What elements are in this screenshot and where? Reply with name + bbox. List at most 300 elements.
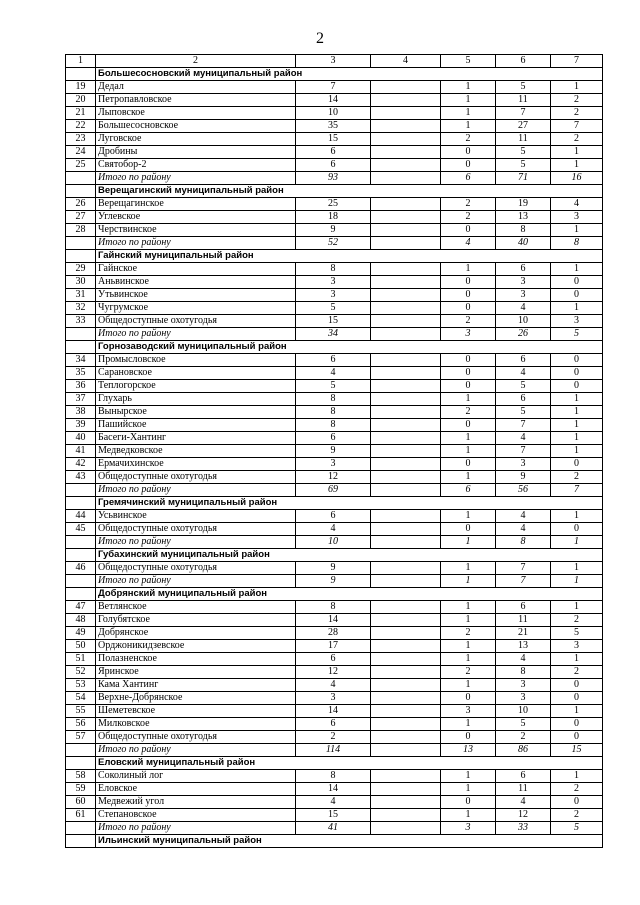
table-cell: 8 [296, 770, 371, 783]
table-cell: 6 [296, 146, 371, 159]
hunting-ground-name: Дробины [96, 146, 296, 159]
table-cell: 8 [296, 419, 371, 432]
total-cell: 13 [441, 744, 496, 757]
table-cell: 1 [551, 263, 603, 276]
district-header-row [66, 185, 603, 198]
district-number-cell [66, 549, 96, 562]
column-header: 4 [371, 55, 441, 68]
total-label: Итого по району [96, 536, 296, 549]
table-cell: 60 [66, 796, 96, 809]
total-cell: 8 [496, 536, 551, 549]
total-label: Итого по району [96, 328, 296, 341]
table-cell [371, 94, 441, 107]
table-row [66, 445, 603, 458]
table-cell: 15 [296, 809, 371, 822]
table-row [66, 731, 603, 744]
table-cell: 35 [66, 367, 96, 380]
district-header-row [66, 68, 603, 81]
table-cell: 4 [296, 367, 371, 380]
table-cell [371, 731, 441, 744]
total-cell: 26 [496, 328, 551, 341]
table-cell: 54 [66, 692, 96, 705]
table-cell: 43 [66, 471, 96, 484]
table-cell: 2 [551, 471, 603, 484]
table-cell: 0 [441, 419, 496, 432]
table-cell: 6 [496, 263, 551, 276]
table-cell: 9 [296, 445, 371, 458]
table-row [66, 289, 603, 302]
table-row [66, 419, 603, 432]
table-row [66, 783, 603, 796]
table-cell: 3 [551, 315, 603, 328]
total-label: Итого по району [96, 237, 296, 250]
table-cell: 5 [496, 81, 551, 94]
table-row [66, 692, 603, 705]
table-row [66, 796, 603, 809]
table-cell [371, 679, 441, 692]
table-cell: 0 [441, 731, 496, 744]
table-row [66, 94, 603, 107]
table-row [66, 211, 603, 224]
table-cell: 2 [496, 731, 551, 744]
table-cell: 2 [551, 133, 603, 146]
hunting-ground-name: Общедоступные охотугодья [96, 315, 296, 328]
table-cell [371, 809, 441, 822]
table-cell: 41 [66, 445, 96, 458]
table-cell: 17 [296, 640, 371, 653]
table-cell: 58 [66, 770, 96, 783]
table-cell: 10 [296, 107, 371, 120]
district-total-row [66, 536, 603, 549]
district-name: Гайнский муниципальный район [96, 250, 603, 263]
hunting-ground-name: Луговское [96, 133, 296, 146]
total-cell: 1 [551, 536, 603, 549]
table-cell: 4 [496, 432, 551, 445]
total-cell [371, 237, 441, 250]
table-cell: 2 [441, 627, 496, 640]
table-cell: 11 [496, 614, 551, 627]
table-row [66, 159, 603, 172]
table-cell: 0 [551, 523, 603, 536]
district-header-row [66, 250, 603, 263]
table-cell: 5 [496, 380, 551, 393]
table-cell: 15 [296, 133, 371, 146]
total-cell: 34 [296, 328, 371, 341]
table-cell: 3 [496, 679, 551, 692]
table-cell: 50 [66, 640, 96, 653]
total-cell: 1 [441, 575, 496, 588]
table-cell [371, 289, 441, 302]
table-cell [371, 367, 441, 380]
district-header-row [66, 549, 603, 562]
table-cell: 7 [496, 419, 551, 432]
table-cell: 1 [441, 783, 496, 796]
table-cell: 1 [551, 705, 603, 718]
table-cell [371, 354, 441, 367]
table-cell [371, 692, 441, 705]
table-cell: 0 [441, 367, 496, 380]
table-cell: 0 [441, 289, 496, 302]
table-cell: 0 [441, 796, 496, 809]
table-cell: 27 [66, 211, 96, 224]
page-number: 2 [316, 30, 324, 47]
table-cell: 40 [66, 432, 96, 445]
hunting-ground-name: Медведковское [96, 445, 296, 458]
table-cell: 2 [551, 94, 603, 107]
table-cell: 15 [296, 315, 371, 328]
table-cell [371, 601, 441, 614]
table-cell: 2 [441, 406, 496, 419]
table-cell: 6 [296, 354, 371, 367]
table-row [66, 224, 603, 237]
table-cell: 1 [551, 159, 603, 172]
table-row [66, 354, 603, 367]
table-cell: 13 [496, 640, 551, 653]
total-number-cell [66, 744, 96, 757]
district-total-row [66, 822, 603, 835]
district-name: Ильинский муниципальный район [96, 835, 603, 848]
table-cell [371, 380, 441, 393]
table-cell: 0 [551, 276, 603, 289]
table-cell [371, 718, 441, 731]
table-row [66, 471, 603, 484]
table-cell: 0 [551, 731, 603, 744]
table-cell: 1 [551, 393, 603, 406]
table-cell: 0 [441, 276, 496, 289]
table-cell: 8 [296, 406, 371, 419]
total-number-cell [66, 536, 96, 549]
table-cell: 5 [496, 406, 551, 419]
hunting-ground-name: Чугрумское [96, 302, 296, 315]
table-cell: 46 [66, 562, 96, 575]
table-cell [371, 120, 441, 133]
table-cell: 3 [551, 640, 603, 653]
table-cell [371, 705, 441, 718]
table-cell: 1 [551, 302, 603, 315]
table-row [66, 198, 603, 211]
table-cell: 1 [551, 81, 603, 94]
table-cell: 5 [496, 718, 551, 731]
table-cell: 1 [441, 120, 496, 133]
total-label: Итого по району [96, 172, 296, 185]
table-cell: 4 [496, 796, 551, 809]
table-row [66, 406, 603, 419]
total-number-cell [66, 328, 96, 341]
total-number-cell [66, 822, 96, 835]
table-cell: 4 [296, 679, 371, 692]
total-cell: 40 [496, 237, 551, 250]
table-cell [371, 419, 441, 432]
total-cell: 86 [496, 744, 551, 757]
table-cell: 1 [441, 562, 496, 575]
table-cell: 10 [496, 315, 551, 328]
table-cell: 2 [441, 198, 496, 211]
hunting-ground-name: Общедоступные охотугодья [96, 731, 296, 744]
table-cell: 14 [296, 614, 371, 627]
table-cell: 9 [296, 224, 371, 237]
table-cell: 1 [441, 393, 496, 406]
table-cell: 29 [66, 263, 96, 276]
district-number-cell [66, 250, 96, 263]
table-cell: 14 [296, 94, 371, 107]
table-cell: 3 [296, 276, 371, 289]
total-cell: 41 [296, 822, 371, 835]
table-row [66, 302, 603, 315]
table-cell [371, 276, 441, 289]
district-header-row [66, 588, 603, 601]
table-cell: 2 [551, 783, 603, 796]
table-cell: 44 [66, 510, 96, 523]
total-cell: 3 [441, 822, 496, 835]
table-row [66, 81, 603, 94]
table-cell: 6 [296, 653, 371, 666]
table-cell [371, 263, 441, 276]
table-cell: 6 [496, 354, 551, 367]
table-row [66, 315, 603, 328]
table-cell: 18 [296, 211, 371, 224]
total-label: Итого по району [96, 822, 296, 835]
table-cell: 7 [496, 107, 551, 120]
hunting-ground-name: Медвежий угол [96, 796, 296, 809]
table-cell: 24 [66, 146, 96, 159]
table-cell: 0 [441, 458, 496, 471]
district-number-cell [66, 757, 96, 770]
hunting-ground-name: Степановское [96, 809, 296, 822]
total-cell: 69 [296, 484, 371, 497]
table-row [66, 367, 603, 380]
table-cell: 0 [551, 354, 603, 367]
hunting-ground-name: Глухарь [96, 393, 296, 406]
table-cell [371, 315, 441, 328]
table-cell: 4 [551, 198, 603, 211]
table-cell: 57 [66, 731, 96, 744]
table-cell: 1 [441, 471, 496, 484]
table-cell: 27 [496, 120, 551, 133]
hunting-ground-name: Милковское [96, 718, 296, 731]
total-number-cell [66, 172, 96, 185]
table-row [66, 614, 603, 627]
total-cell: 4 [441, 237, 496, 250]
table-cell [371, 770, 441, 783]
table-cell: 5 [296, 380, 371, 393]
table-cell: 10 [496, 705, 551, 718]
district-total-row [66, 575, 603, 588]
column-header: 5 [441, 55, 496, 68]
total-cell: 9 [296, 575, 371, 588]
column-header: 6 [496, 55, 551, 68]
hunting-ground-name: Вынырское [96, 406, 296, 419]
total-label: Итого по району [96, 575, 296, 588]
hunting-ground-name: Кама Хантинг [96, 679, 296, 692]
hunting-ground-name: Сарановское [96, 367, 296, 380]
table-row [66, 679, 603, 692]
total-cell: 8 [551, 237, 603, 250]
table-cell: 0 [441, 354, 496, 367]
table-cell: 0 [551, 458, 603, 471]
table-cell: 1 [551, 146, 603, 159]
table-cell [371, 393, 441, 406]
table-row [66, 666, 603, 679]
table-cell: 3 [496, 692, 551, 705]
table-cell: 13 [496, 211, 551, 224]
table-cell: 49 [66, 627, 96, 640]
table-row [66, 107, 603, 120]
table-cell [371, 302, 441, 315]
table-cell [371, 627, 441, 640]
district-number-cell [66, 588, 96, 601]
table-cell: 0 [551, 718, 603, 731]
hunting-ground-name: Басеги-Хантинг [96, 432, 296, 445]
table-row [66, 809, 603, 822]
table-cell: 8 [296, 601, 371, 614]
table-cell: 3 [441, 705, 496, 718]
column-number-row [66, 55, 603, 68]
table-cell: 2 [441, 666, 496, 679]
table-cell: 1 [441, 809, 496, 822]
column-header: 2 [96, 55, 296, 68]
table-cell: 21 [496, 627, 551, 640]
table-cell: 47 [66, 601, 96, 614]
table-cell [371, 640, 441, 653]
table-cell [371, 146, 441, 159]
district-header-row [66, 341, 603, 354]
hunting-ground-name: Лыповское [96, 107, 296, 120]
table-cell: 1 [441, 445, 496, 458]
hunting-ground-name: Теплогорское [96, 380, 296, 393]
table-cell: 0 [441, 692, 496, 705]
total-label: Итого по району [96, 484, 296, 497]
table-cell: 2 [441, 211, 496, 224]
table-cell: 1 [551, 562, 603, 575]
table-cell [371, 666, 441, 679]
total-cell [371, 744, 441, 757]
table-cell: 4 [496, 302, 551, 315]
table-cell: 6 [296, 432, 371, 445]
table-cell [371, 796, 441, 809]
table-cell: 5 [496, 146, 551, 159]
table-row [66, 562, 603, 575]
table-cell: 20 [66, 94, 96, 107]
table-cell: 31 [66, 289, 96, 302]
table-row [66, 263, 603, 276]
table-cell: 36 [66, 380, 96, 393]
table-cell: 3 [496, 289, 551, 302]
table-cell [371, 224, 441, 237]
table-cell: 7 [551, 120, 603, 133]
hunting-ground-name: Аньвинское [96, 276, 296, 289]
district-total-row [66, 237, 603, 250]
hunting-ground-name: Ермачихинское [96, 458, 296, 471]
hunting-ground-name: Орджоникидзевское [96, 640, 296, 653]
table-cell: 0 [441, 224, 496, 237]
table-cell: 51 [66, 653, 96, 666]
district-number-cell [66, 185, 96, 198]
district-name: Еловский муниципальный район [96, 757, 603, 770]
table-cell: 6 [496, 393, 551, 406]
district-name: Добрянский муниципальный район [96, 588, 603, 601]
hunting-ground-name: Большесосновское [96, 120, 296, 133]
district-total-row [66, 328, 603, 341]
table-cell: 9 [496, 471, 551, 484]
table-cell [371, 159, 441, 172]
district-number-cell [66, 68, 96, 81]
total-cell: 71 [496, 172, 551, 185]
district-name: Большесосновский муниципальный район [96, 68, 603, 81]
table-cell [371, 458, 441, 471]
total-cell: 6 [441, 172, 496, 185]
table-cell: 22 [66, 120, 96, 133]
table-cell: 4 [496, 523, 551, 536]
hunting-ground-name: Усьвинское [96, 510, 296, 523]
table-row [66, 458, 603, 471]
table-cell: 0 [441, 380, 496, 393]
table-cell: 1 [441, 640, 496, 653]
table-cell: 38 [66, 406, 96, 419]
table-cell: 4 [496, 510, 551, 523]
district-name: Верещагинский муниципальный район [96, 185, 603, 198]
table-cell: 8 [296, 263, 371, 276]
table-cell: 19 [66, 81, 96, 94]
table-cell: 56 [66, 718, 96, 731]
table-cell: 53 [66, 679, 96, 692]
hunting-ground-name: Верхне-Добрянское [96, 692, 296, 705]
table-cell: 6 [496, 601, 551, 614]
table-cell [371, 614, 441, 627]
table-row [66, 523, 603, 536]
table-cell: 5 [551, 627, 603, 640]
hunting-ground-name: Голубятское [96, 614, 296, 627]
table-cell: 42 [66, 458, 96, 471]
table-cell: 3 [496, 458, 551, 471]
table-cell: 3 [296, 458, 371, 471]
table-cell: 30 [66, 276, 96, 289]
district-name: Гремячинский муниципальный район [96, 497, 603, 510]
table-cell [371, 432, 441, 445]
hunting-ground-name: Черствинское [96, 224, 296, 237]
table-cell: 19 [496, 198, 551, 211]
hunting-ground-name: Ветлянское [96, 601, 296, 614]
table-cell: 6 [496, 770, 551, 783]
table-cell: 1 [551, 653, 603, 666]
table-cell [371, 783, 441, 796]
total-cell [371, 536, 441, 549]
hunting-grounds-table [65, 54, 603, 848]
total-cell: 3 [441, 328, 496, 341]
table-row [66, 380, 603, 393]
hunting-ground-name: Дедал [96, 81, 296, 94]
table-cell: 11 [496, 94, 551, 107]
total-cell: 6 [441, 484, 496, 497]
table-row [66, 146, 603, 159]
table-cell: 33 [66, 315, 96, 328]
table-cell: 7 [296, 81, 371, 94]
table-cell: 7 [496, 562, 551, 575]
hunting-ground-name: Утьвинское [96, 289, 296, 302]
table-cell [371, 510, 441, 523]
table-cell: 14 [296, 705, 371, 718]
table-cell [371, 445, 441, 458]
table-cell: 8 [296, 393, 371, 406]
total-cell: 7 [496, 575, 551, 588]
total-cell: 52 [296, 237, 371, 250]
hunting-ground-name: Углевское [96, 211, 296, 224]
table-cell: 1 [551, 224, 603, 237]
total-cell: 114 [296, 744, 371, 757]
table-row [66, 276, 603, 289]
table-cell: 21 [66, 107, 96, 120]
table-cell [371, 562, 441, 575]
table-row [66, 770, 603, 783]
